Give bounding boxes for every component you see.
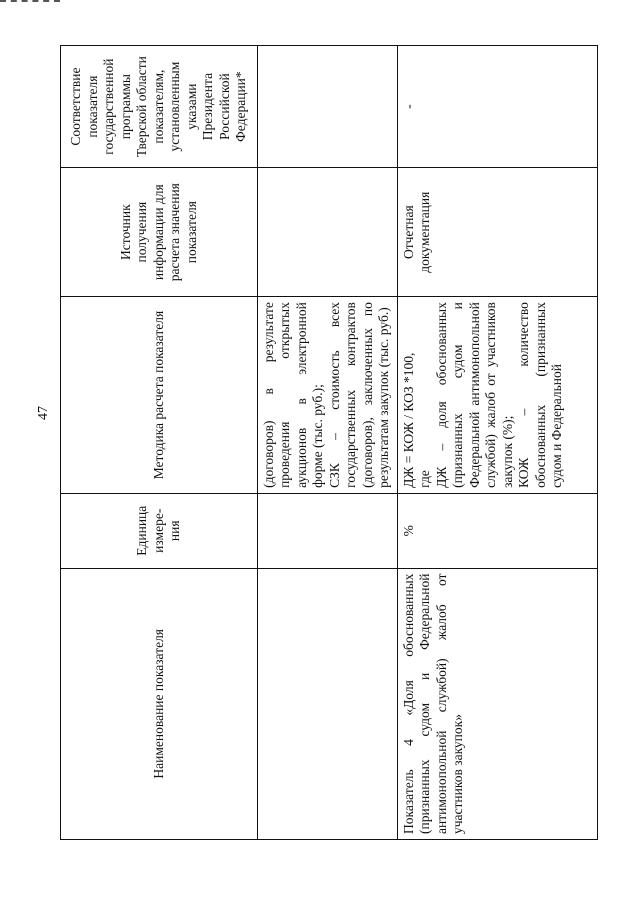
cell-indicator-4-source: Отчетная документация <box>398 168 598 297</box>
cell-compliance-continued <box>258 46 398 168</box>
table-row-indicator-4 <box>398 46 598 840</box>
cell-indicator-4-compliance: - <box>398 46 598 168</box>
formula: ДЖ = КОЖ / КОЗ *100, <box>401 352 416 488</box>
method-line: (договоров) в результате проведения открытых аукционов в электронной форме (тыс. руб.); <box>261 302 326 488</box>
cell-indicator-4-name: Показатель 4 «Доля обоснованных (признанных судом и Федеральной антимонопольной службой) жалоб от участников закупок» <box>398 568 598 839</box>
cell-indicator-4-method <box>398 297 598 494</box>
cell-indicator-4-unit: % <box>398 493 598 568</box>
page-number: 47 <box>36 406 51 420</box>
header-unit: Единица измере-ния <box>61 493 258 568</box>
method-line: КОЖ – количество обоснованных (признанных судом и Федеральной <box>516 302 565 488</box>
rotated-table-container <box>60 45 610 840</box>
header-method: Методика расчета показателя <box>61 297 258 494</box>
table-row-continued <box>258 46 398 840</box>
method-line: ДЖ – доля обоснованных (признанных судом и Федеральной антимонопольной службой) жалоб от участников закупок (%); <box>433 302 515 488</box>
header-compliance: Соответствие показателя государственной программы Тверской области показателям, установленным указами Президента Российской Федерации* <box>61 46 258 168</box>
indicators-table <box>60 45 598 840</box>
scan-edge-mark <box>0 0 60 4</box>
cell-method-continued <box>258 297 398 494</box>
header-source: Источник получения информации для расчета значения показателя <box>61 168 258 297</box>
cell-unit-continued <box>258 493 398 568</box>
cell-name-continued <box>258 568 398 839</box>
method-line: СЗК – стоимость всех государственных контрактов (договоров), заключенных по результатам закупок (тыс. руб.) <box>326 302 392 488</box>
table-header-row <box>61 46 258 840</box>
method-line: где <box>417 470 433 488</box>
cell-source-continued <box>258 168 398 297</box>
header-indicator-name: Наименование показателя <box>61 568 258 839</box>
